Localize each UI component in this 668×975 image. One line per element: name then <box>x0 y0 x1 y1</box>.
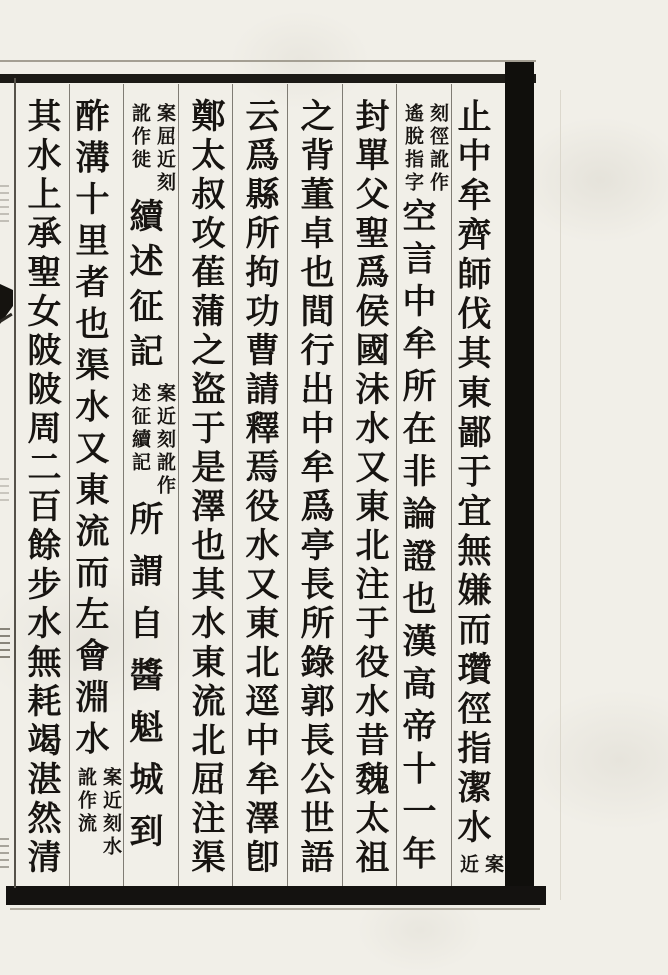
text-column-1 <box>451 92 505 884</box>
note-right-column: 案近刻水 <box>100 767 122 859</box>
spine-partial-glyph <box>0 838 9 872</box>
main-text-segment: 酢溝十里者也渠水又東流而左會淵水 <box>69 98 109 762</box>
collation-note <box>73 767 123 859</box>
frame-right-heavy-bar <box>505 62 534 894</box>
frame-top-faint-line <box>0 60 536 62</box>
collation-note <box>400 103 450 195</box>
text-column-4 <box>287 92 341 884</box>
text-column-6 <box>178 92 232 884</box>
main-text-segment: 之背董卓也間行出中牟爲亭長所錄郭長公世語 <box>294 98 334 878</box>
main-text-segment: 止中牟齊師伐其東鄙于宜無嫌而瓚徑指潔水 <box>451 98 491 849</box>
main-text-segment: 空言中牟所在非論證也漢高帝十一年 <box>396 198 436 878</box>
collation-note <box>127 383 177 498</box>
note-right-column: 案屈近刻 <box>154 103 176 195</box>
page-edge-crease <box>560 90 561 900</box>
text-column-8 <box>69 92 123 884</box>
text-column-3 <box>342 92 396 884</box>
spine-partial-glyph <box>0 185 9 227</box>
note-right-column: 案近刻訛作 <box>154 383 176 498</box>
frame-bottom-heavy-bar <box>6 886 546 905</box>
note-left-column: 訛作徙 <box>129 103 151 172</box>
main-text-segment: 云爲縣所拘功曹請釋焉役水又東北逕中牟澤卽 <box>239 98 279 878</box>
text-column-7 <box>123 92 177 884</box>
main-text-segment: 封單父聖爲侯國沬水又東北注于役水昔魏太祖 <box>349 98 389 878</box>
collation-note <box>127 103 177 195</box>
note-left-column: 述征續記 <box>129 383 151 475</box>
spine-partial-glyph <box>0 478 9 504</box>
text-column-5 <box>232 92 286 884</box>
text-column-2 <box>396 92 450 884</box>
main-text-segment: 鄭太叔攻萑蒲之盜于是澤也其水東流北屈注渠 <box>185 98 225 878</box>
main-text-segment: 續述征記 <box>123 198 163 378</box>
collation-note <box>455 854 505 877</box>
note-left-column: 訛作流 <box>75 767 97 836</box>
frame-bottom-shadow-line <box>10 908 540 910</box>
text-column-9 <box>14 92 68 884</box>
note-right-column: 刻徑訛作 <box>427 103 449 195</box>
note-right-column: 案 <box>482 853 504 877</box>
main-text-segment: 其水上承聖女陂陂周二百餘步水無耗竭湛然清 <box>21 98 61 878</box>
note-left-column: 遙脫指字 <box>402 103 424 195</box>
main-text-segment: 所謂自醬魁城到 <box>123 501 163 865</box>
frame-top-border <box>0 74 536 83</box>
spine-partial-glyph <box>0 628 10 660</box>
note-left-column: 近 <box>457 853 479 877</box>
